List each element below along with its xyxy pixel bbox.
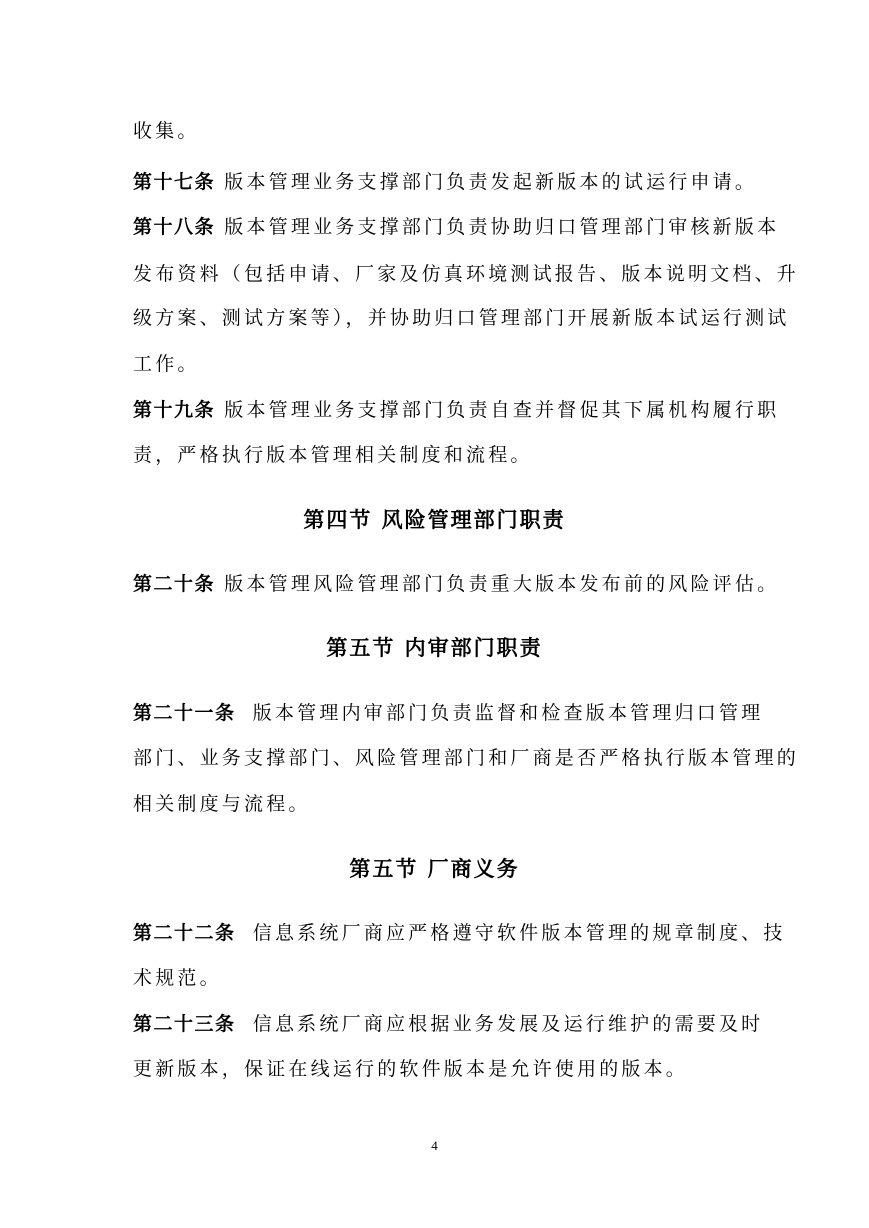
paragraph-line <box>133 1057 688 1081</box>
article-number: 第十八条 <box>133 216 216 238</box>
line-text: 信息系统厂商应严格遵守软件版本管理的规章制度、技 <box>252 922 786 944</box>
section-title: 第五节 内审部门职责 <box>326 636 543 660</box>
article-20 <box>133 572 779 596</box>
article-number: 第二十三条 <box>133 1013 236 1035</box>
line-text: 版本管理业务支撑部门负责协助归口管理部门审核新版本 <box>224 216 780 238</box>
line-text: 级方案、测试方案等），并协助归口管理部门开展新版本试运行测试 <box>133 307 790 329</box>
section-title: 第四节 风险管理部门职责 <box>303 508 566 532</box>
line-text: 信息系统厂商应根据业务发展及运行维护的需要及时 <box>252 1013 764 1035</box>
line-text: 相关制度与流程。 <box>133 793 311 815</box>
section-title: 第五节 厂商义务 <box>349 857 520 881</box>
paragraph-line <box>133 352 200 376</box>
article-22 <box>133 921 786 945</box>
paragraph-line <box>133 746 799 770</box>
paragraph-line <box>133 262 799 286</box>
paragraph-line <box>133 966 222 990</box>
article-number: 第十七条 <box>133 171 216 193</box>
article-18 <box>133 215 779 239</box>
article-17 <box>133 170 757 194</box>
article-number: 第二十一条 <box>133 702 236 724</box>
paragraph-line <box>133 443 533 467</box>
line-text: 版本管理风险管理部门负责重大版本发布前的风险评估。 <box>224 573 780 595</box>
article-23 <box>133 1012 763 1036</box>
line-text: 发布资料（包括申请、厂家及仿真环境测试报告、版本说明文档、升 <box>133 263 800 285</box>
line-text: 术规范。 <box>133 967 222 989</box>
line-text: 收集。 <box>133 120 200 142</box>
article-number: 第二十条 <box>133 573 216 595</box>
article-21 <box>133 701 763 725</box>
article-19 <box>133 398 779 422</box>
paragraph-line <box>133 306 790 330</box>
article-number: 第二十二条 <box>133 922 236 944</box>
line-text: 工作。 <box>133 353 200 375</box>
article-number: 第十九条 <box>133 399 216 421</box>
line-text: 版本管理业务支撑部门负责自查并督促其下属机构履行职 <box>224 399 780 421</box>
line-text: 版本管理内审部门负责监督和检查版本管理归口管理 <box>252 702 764 724</box>
line-text: 更新版本，保证在线运行的软件版本是允许使用的版本。 <box>133 1058 689 1080</box>
line-text: 版本管理业务支撑部门负责发起新版本的试运行申请。 <box>224 171 758 193</box>
line-text: 责，严格执行版本管理相关制度和流程。 <box>133 444 533 466</box>
page-number: 4 <box>431 1138 438 1153</box>
paragraph-line <box>133 119 200 143</box>
paragraph-line <box>133 792 311 816</box>
line-text: 部门、业务支撑部门、风险管理部门和厂商是否严格执行版本管理的 <box>133 747 800 769</box>
